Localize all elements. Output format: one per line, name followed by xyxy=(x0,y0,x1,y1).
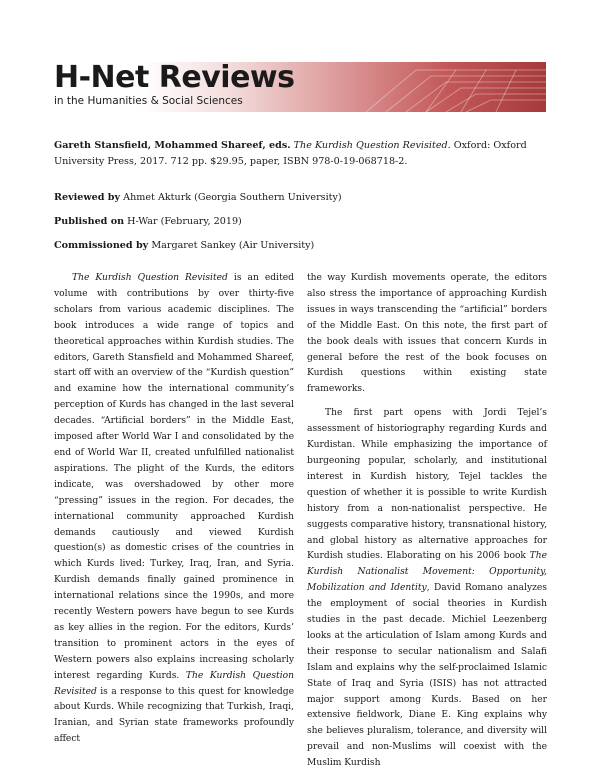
body-column-left xyxy=(54,271,294,748)
reviewed-by-value: Ahmet Akturk (Georgia Southern University) xyxy=(123,192,342,203)
citation-publication: Oxford: Oxford University Press, 2017. 712 pp. $29.95, paper, ISBN 978-0-19-068718-2. xyxy=(54,140,527,167)
paragraph-text: , David Romano analyzes the employment of social theories in Kurdish studies in the past decade. Michiel Leezenberg looks at the articulation of Islam among Kurds and their response to secular nationalism and Salafi Islam and explains why the self-proclaimed Islamic State of Iraq and Syria (ISIS) has not attracted major support among Kurds. Based on her extensive fieldwork, Diane E. King explains why she believes pluralism, tolerance, and diversity will prevail and non-Muslims will coexist with the Muslim Kurdish xyxy=(307,583,547,769)
book-title-italic: The Kurdish Question Revisited xyxy=(72,273,228,283)
paragraph-text: is an edited volume with contributions by over thirty-five scholars from various academic disciplines. The book introduces a wide range of topics and theoretical approaches within Kurdish studies. The editors, Gareth Stansfield and Mohammed Shareef, start off with an overview of the “Kurdish question” and examine how the international community’s perception of Kurds has changed in the last several decades. “Artificial borders” in the Middle East, imposed after World War I and consolidated by the end of World War II, created unfulfilled nationalist aspirations. The plight of the Kurds, the editors indicate, was overshadowed by other more “pressing” issues in the region. For decades, the international community approached Kurdish demands cautiously and viewed Kurdish question(s) as domestic crises of the countries in which Kurds lived: Turkey, Iraq, Iran, and Syria. Kurdish demands finally gained prominence in international relations since the 1990s, and more recently Western powers have begun to see Kurds as key allies in the region. For the editors, Kurds’ transition to prominent actors in the eyes of Western powers also explains increasing scholarly interest regarding Kurds. xyxy=(54,273,294,681)
banner-subtitle: in the Humanities & Social Sciences xyxy=(54,95,243,107)
paragraph-text: The first part opens with Jordi Tejel’s assessment of historiography regarding Kurds and Kurdistan. While emphasizing the importance of burgeoning popular, scholarly, and institutional interest in Kurdish history, Tejel tackles the question of whether it is possible to write Kurdish history from a non-nationalist perspective. He suggests comparative history, transnational history, and global history as alternative approaches for Kurdish studies. Elaborating on his 2006 book xyxy=(307,408,547,562)
commissioned-value: Margaret Sankey (Air University) xyxy=(151,240,315,251)
keyboard-graphic-icon xyxy=(346,62,546,112)
reviewed-by-line xyxy=(54,192,342,203)
book-title-italic: The Kurdish Question Revisited xyxy=(54,670,294,697)
commissioned-label: Commissioned by xyxy=(54,240,149,251)
published-value: H-War (February, 2019) xyxy=(127,216,242,227)
citation-authors: Gareth Stansfield, Mohammed Shareef, eds. xyxy=(54,140,291,151)
paragraph xyxy=(54,271,294,748)
book-title-italic: The Kurdish Nationalist Movement: Opportunity, Mobilization and Identity xyxy=(307,551,547,594)
citation-book-title: The Kurdish Question Revisited. xyxy=(293,140,451,151)
published-label: Published on xyxy=(54,216,125,227)
commissioned-by-line xyxy=(54,240,314,251)
published-on-line xyxy=(54,216,242,227)
paragraph: the way Kurdish movements operate, the editors also stress the importance of approaching Kurdish issues in ways transcending the “artificial” borders of the Middle East. On this note, the first part of the book deals with issues that concern Kurds in general before the rest of the book focuses on Kurdish questions within existing state frameworks. xyxy=(307,273,547,395)
book-citation xyxy=(54,138,554,170)
paragraph-text: is a response to this quest for knowledge about Kurds. While recognizing that Turkish, Iraqi, Iranian, and Syrian state frameworks profoundly affect xyxy=(54,686,294,745)
site-banner xyxy=(52,62,546,112)
body-column-right xyxy=(307,271,547,772)
paragraph xyxy=(307,406,547,772)
banner-title: H-Net Reviews xyxy=(54,62,295,95)
reviewed-by-label: Reviewed by xyxy=(54,192,121,203)
